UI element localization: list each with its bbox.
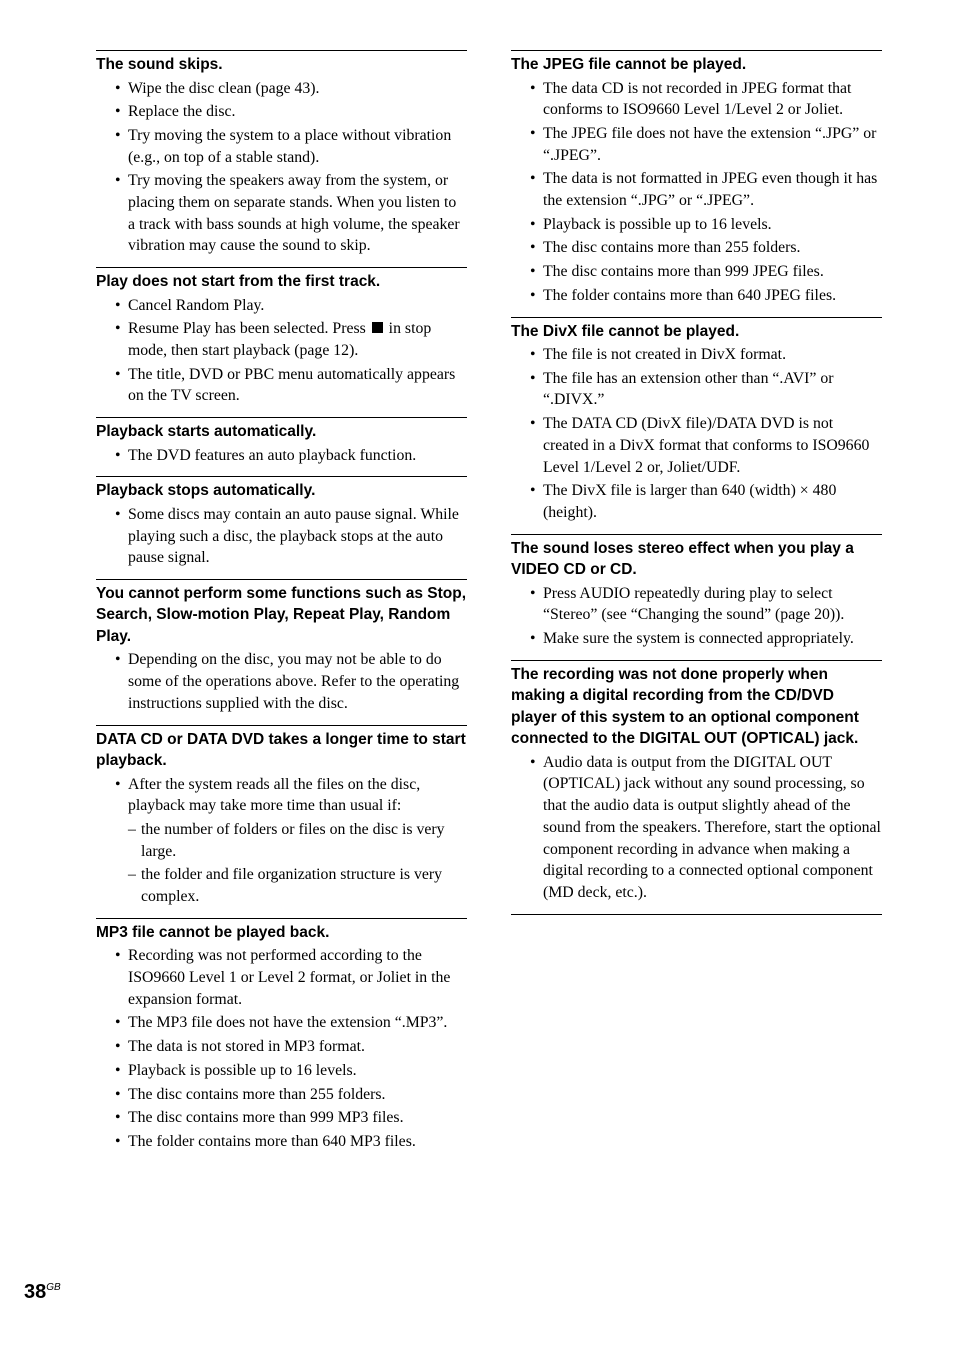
- list-item: • Resume Play has been selected. Press in stop mode, then start playback (page 12).: [96, 318, 467, 361]
- section-heading: Play does not start from the first track.: [96, 273, 381, 291]
- bullet-list: [511, 344, 882, 524]
- list-item: • Depending on the disc, you may not be able to do some of the operations above. Refer to the operating instructions supplied with the disc.: [96, 649, 467, 714]
- list-item: • The title, DVD or PBC menu automatically appears on the TV screen.: [96, 364, 467, 407]
- page-number: [24, 1281, 61, 1304]
- section-heading: MP3 file cannot be played back.: [96, 923, 330, 941]
- bullet-list: [511, 583, 882, 650]
- section-digital-recording: [511, 660, 882, 904]
- list-item: • The folder contains more than 640 JPEG files.: [511, 285, 882, 307]
- section-heading: Playback stops automatically.: [96, 482, 316, 500]
- bullet-list: [511, 752, 882, 904]
- sub-list-item: – the folder and file organization structure is very complex.: [96, 864, 467, 907]
- list-item: • The data is not stored in MP3 format.: [96, 1036, 467, 1058]
- section-cannot-perform-functions: [96, 579, 467, 715]
- page-number-value: 38: [24, 1281, 47, 1303]
- list-item: • Audio data is output from the DIGITAL OUT (OPTICAL) jack without any sound processing, so that the audio data is output slightly ahead of the sound from the speakers. Therefore, start the optional component recording in advance when making a digital recording to a connected optional component (MD deck, etc.).: [511, 752, 882, 904]
- sub-list-item: – the number of folders or files on the disc is very large.: [96, 819, 467, 862]
- section-heading: The recording was not done properly when making a digital recording from the CD/DVD player of this system to an optional component connected to the DIGITAL OUT (OPTICAL) jack.: [511, 665, 859, 748]
- list-item: • The file has an extension other than “.AVI” or “.DIVX.”: [511, 368, 882, 411]
- bullet-list: [96, 774, 467, 908]
- list-item: • Wipe the disc clean (page 43).: [96, 78, 467, 100]
- closing-rule: [511, 914, 882, 915]
- section-mp3-cannot-play: [96, 918, 467, 1153]
- section-heading: DATA CD or DATA DVD takes a longer time to start playback.: [96, 730, 466, 770]
- list-item: • The disc contains more than 999 MP3 files.: [96, 1107, 467, 1129]
- list-item: • Make sure the system is connected appropriately.: [511, 628, 882, 650]
- bullet-list: [96, 78, 467, 258]
- section-playback-stops-auto: [96, 476, 467, 569]
- list-item: • The JPEG file does not have the extension “.JPG” or “.JPEG”.: [511, 123, 882, 166]
- right-column: [511, 50, 882, 915]
- list-item: • The disc contains more than 999 JPEG files.: [511, 261, 882, 283]
- bullet-list: [96, 504, 467, 569]
- bullet-list: [96, 445, 467, 467]
- section-heading: The sound skips.: [96, 56, 223, 73]
- left-column: [96, 50, 467, 1155]
- section-heading: The DivX file cannot be played.: [511, 322, 740, 340]
- list-item: • The data CD is not recorded in JPEG format that conforms to ISO9660 Level 1/Level 2 or Joliet.: [511, 78, 882, 121]
- list-item: • Replace the disc.: [96, 101, 467, 123]
- list-item: • The DATA CD (DivX file)/DATA DVD is not created in a DivX format that conforms to ISO9660 Level 1/Level 2 or, Joliet/UDF.: [511, 413, 882, 478]
- list-item: • The folder contains more than 640 MP3 files.: [96, 1131, 467, 1153]
- list-item: • The DivX file is larger than 640 (width) × 480 (height).: [511, 480, 882, 523]
- list-item: • Try moving the speakers away from the system, or placing them on separate stands. When you listen to a track with bass sounds at high volume, the speaker vibration may cause the sound to skip.: [96, 170, 467, 257]
- list-item: • Some discs may contain an auto pause signal. While playing such a disc, the playback stops at the auto pause signal.: [96, 504, 467, 569]
- list-item: • Try moving the system to a place without vibration (e.g., on top of a stable stand).: [96, 125, 467, 168]
- section-heading: The JPEG file cannot be played.: [511, 56, 747, 73]
- section-sound-skips: [96, 50, 467, 257]
- section-heading: You cannot perform some functions such as Stop, Search, Slow-motion Play, Repeat Play, Random Play.: [96, 584, 467, 645]
- section-stereo-effect-lost: [511, 534, 882, 650]
- list-item: • Cancel Random Play.: [96, 295, 467, 317]
- section-heading: The sound loses stereo effect when you play a VIDEO CD or CD.: [511, 539, 854, 579]
- section-jpeg-cannot-play: [511, 50, 882, 307]
- list-item: • The disc contains more than 255 folders.: [511, 237, 882, 259]
- section-data-disc-slow-start: [96, 725, 467, 908]
- list-item: • The disc contains more than 255 folders.: [96, 1084, 467, 1106]
- list-item: • The DVD features an auto playback function.: [96, 445, 467, 467]
- section-heading: Playback starts automatically.: [96, 423, 317, 441]
- list-item: • The MP3 file does not have the extension “.MP3”.: [96, 1012, 467, 1034]
- list-item: • Playback is possible up to 16 levels.: [96, 1060, 467, 1082]
- stop-icon: [372, 322, 383, 333]
- section-playback-starts-auto: [96, 417, 467, 466]
- page-number-suffix: GB: [46, 1282, 61, 1293]
- list-item: • Playback is possible up to 16 levels.: [511, 214, 882, 236]
- bullet-list: [96, 945, 467, 1152]
- section-play-not-first-track: [96, 267, 467, 407]
- list-item: • The data is not formatted in JPEG even though it has the extension “.JPG” or “.JPEG”.: [511, 168, 882, 211]
- bullet-list: [511, 78, 882, 307]
- list-item: • Press AUDIO repeatedly during play to select “Stereo” (see “Changing the sound” (page 20)).: [511, 583, 882, 626]
- section-divx-cannot-play: [511, 317, 882, 524]
- list-item: • After the system reads all the files on the disc, playback may take more time than usual if:: [96, 774, 467, 817]
- list-item: • Recording was not performed according to the ISO9660 Level 1 or Level 2 format, or Joliet in the expansion format.: [96, 945, 467, 1010]
- bullet-list: [96, 295, 467, 408]
- list-item: • The file is not created in DivX format.: [511, 344, 882, 366]
- bullet-list: [96, 649, 467, 714]
